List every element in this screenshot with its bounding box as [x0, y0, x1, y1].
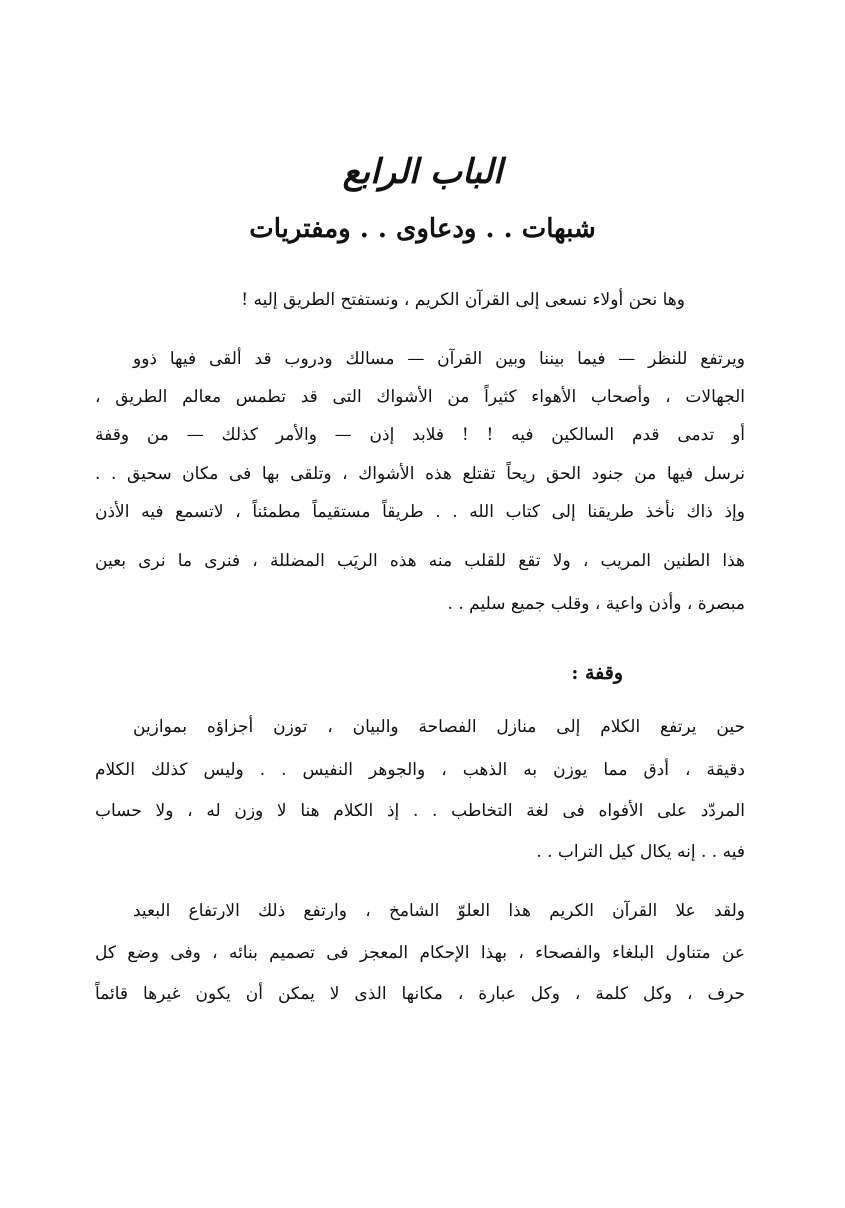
paragraph-1-line: الجهالات ، وأصحاب الأهواء كثيراً من الأشواك التى قد تطمس معالم الطريق ، [95, 387, 745, 407]
paragraph-3-line: عن متناول البلغاء والفصحاء ، بهذا الإحكام المعجز فى تصميم بنائه ، وفى وضع كل [95, 943, 745, 963]
paragraph-1-line: هذا الطنين المريب ، ولا تقع للقلب منه هذه الريَب المضللة ، فنرى ما نرى بعين [95, 551, 745, 571]
paragraph-2-line: دقيقة ، أدق مما يوزن به الذهب ، والجوهر النفيس . . وليس كذلك الكلام [95, 760, 745, 780]
section-heading: وقفة : [571, 662, 623, 684]
paragraph-1-line: نرسل فيها من جنود الحق ريحاً تقتلع هذه الأشواك ، وتلقى بها فى مكان سحيق . . [95, 464, 745, 484]
chapter-subtitle: شبهات . . ودعاوى . . ومفتريات [249, 214, 596, 244]
chapter-title: الباب الرابع [342, 152, 503, 192]
paragraph-2-line: المردّد على الأفواه فى لغة التخاطب . . إذ الكلام هنا لا وزن له ، ولا حساب [95, 801, 745, 821]
paragraph-2-line: حين يرتفع الكلام إلى منازل الفصاحة والبيان ، توزن أجزاؤه بموازين [133, 717, 745, 737]
paragraph-1-line: مبصرة ، وأذن واعية ، وقلب جميع سليم . . [447, 594, 745, 614]
paragraph-1-line: ويرتفع للنظر — فيما بيننا وبين القرآن — مسالك ودروب قد ألقى فيها ذوو [133, 349, 745, 369]
paragraph-1-line: وإذ ذاك نأخذ طريقنا إلى كتاب الله . . طريقاً مستقيماً مطمئناً ، لاتسمع فيه الأذن [95, 502, 745, 522]
paragraph-3-line: ولقد علا القرآن الكريم هذا العلوّ الشامخ ، وارتفع ذلك الارتفاع البعيد [133, 901, 745, 921]
paragraph-2-line: فيه . . إنه يكال كيل التراب . . [536, 842, 745, 862]
paragraph-1-line: أو تدمى قدم السالكين فيه ! ! فلابد إذن — والأمر كذلك — من وقفة [95, 425, 745, 445]
intro-line: وها نحن أولاء نسعى إلى القرآن الكريم ، ونستفتح الطريق إليه ! [241, 290, 685, 310]
paragraph-3-line: حرف ، وكل كلمة ، وكل عبارة ، مكانها الذى لا يمكن أن يكون غيرها قائماً [95, 984, 745, 1004]
